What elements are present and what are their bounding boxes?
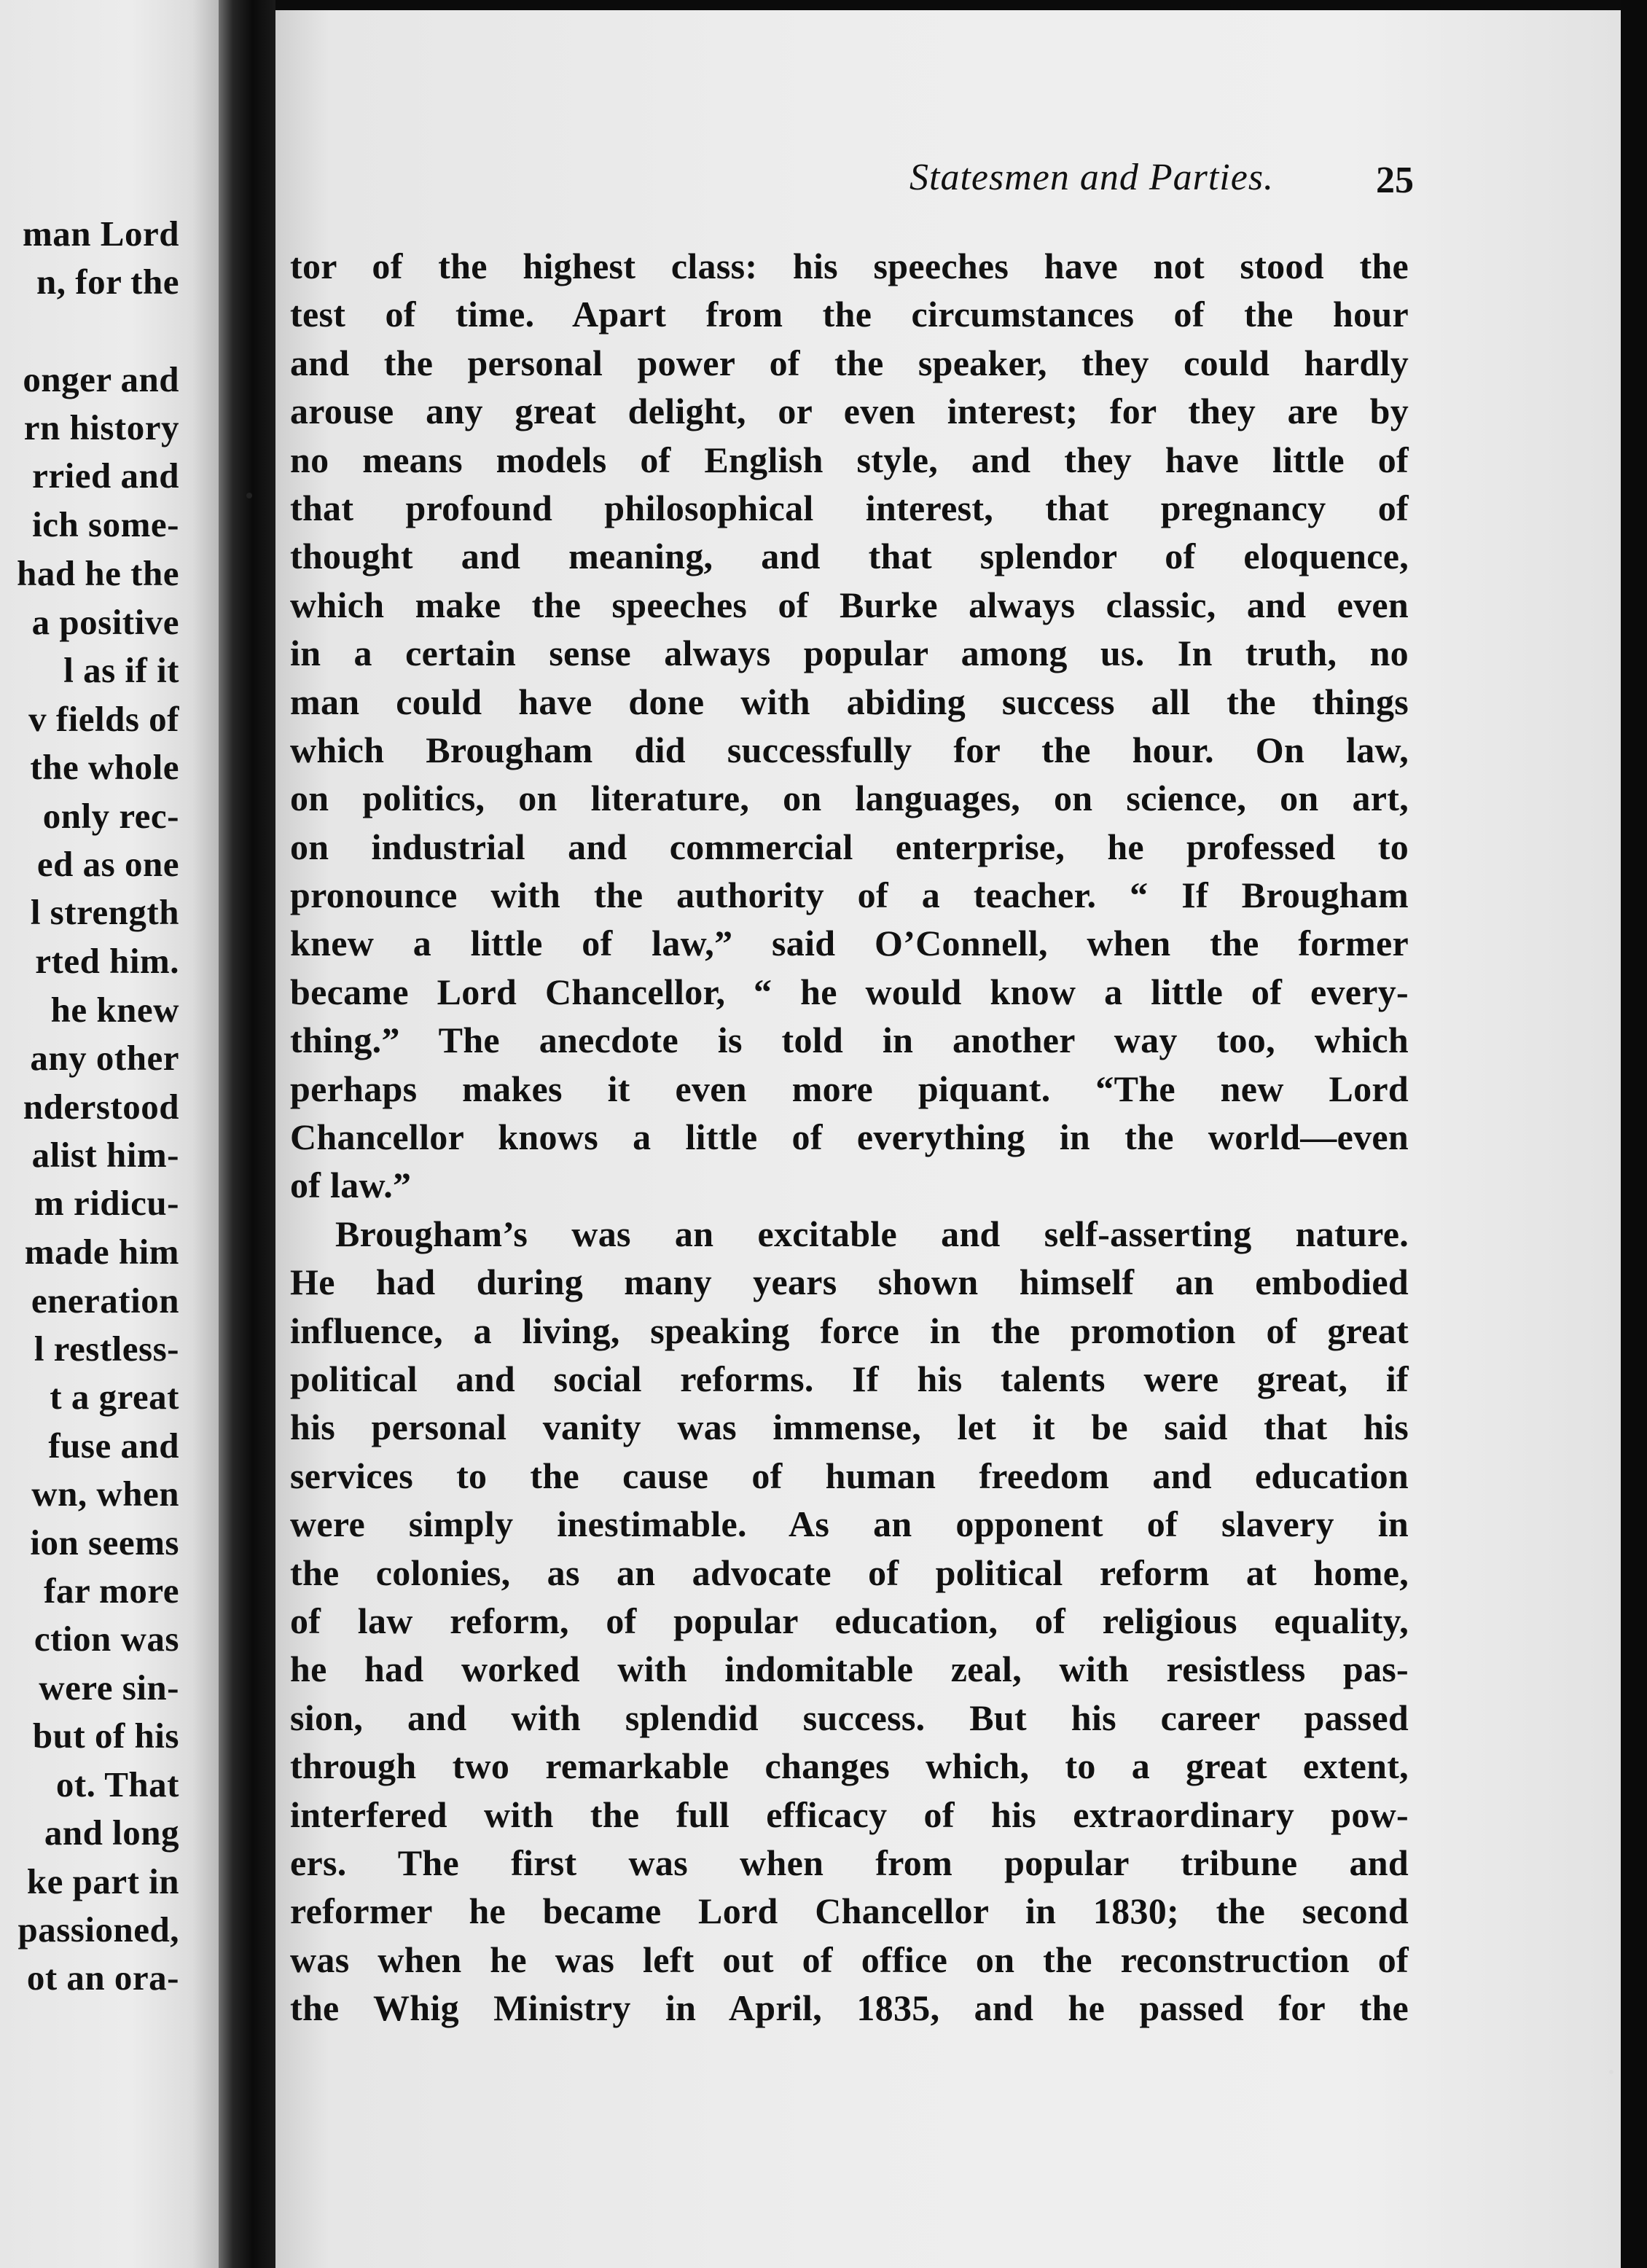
facing-page-line: rried and <box>32 455 179 496</box>
text-line: in a certain sense always popular among us. In truth, no <box>290 633 1409 674</box>
facing-page-line: ion seems <box>30 1522 179 1563</box>
facing-page-line: and long <box>44 1813 179 1853</box>
text-line: thought and meaning, and that splendor of eloquence, <box>290 536 1409 577</box>
text-line: reformer he became Lord Chancellor in 1830; the second <box>290 1890 1409 1932</box>
text-line: ers. The first was when from popular tribune and <box>290 1842 1409 1883</box>
text-line: his personal vanity was immense, let it be said that his <box>290 1407 1409 1448</box>
text-line: political and social reforms. If his talents were great, if <box>290 1358 1409 1399</box>
text-line: on industrial and commercial enterprise, he professed to <box>290 826 1409 867</box>
facing-page-line: but of his <box>32 1716 179 1756</box>
text-line: through two remarkable changes which, to a great extent, <box>290 1745 1409 1787</box>
facing-page-line: made him <box>24 1232 179 1272</box>
text-line: the colonies, as an advocate of political reform at home, <box>290 1552 1409 1593</box>
page-number: 25 <box>1376 160 1414 201</box>
facing-page-line: the whole <box>30 747 179 787</box>
text-line: He had during many years shown himself an embodied <box>290 1262 1409 1303</box>
facing-page-line: l restless- <box>34 1329 179 1369</box>
facing-page-line: were sin- <box>39 1667 179 1708</box>
text-line: on politics, on literature, on languages, on science, on art, <box>290 778 1409 819</box>
running-head: Statesmen and Parties. <box>909 157 1275 198</box>
page-edge-shadow <box>1621 0 1647 2268</box>
facing-page-line: rted him. <box>35 941 179 981</box>
text-line: he had worked with indomitable zeal, with resistless pas- <box>290 1649 1409 1690</box>
facing-page-line: n, for the <box>36 262 179 302</box>
facing-page-line: onger and <box>23 359 179 399</box>
text-line: of law reform, of popular education, of religious equality, <box>290 1600 1409 1641</box>
facing-page-line: passioned, <box>17 1909 179 1950</box>
text-line: perhaps makes it even more piquant. “The new Lord <box>290 1068 1409 1109</box>
facing-page-line: ot. That <box>55 1764 179 1804</box>
facing-page-line: he knew <box>50 990 179 1030</box>
facing-page-line: l as if it <box>63 650 179 690</box>
text-line: which make the speeches of Burke always classic, and even <box>290 584 1409 625</box>
facing-page-line: ot an ora- <box>26 1958 179 1998</box>
facing-page-line: eneration <box>31 1280 179 1321</box>
ink-speck <box>246 493 252 498</box>
facing-page-line: t a great <box>50 1377 179 1417</box>
text-line: sion, and with splendid success. But his career passed <box>290 1697 1409 1738</box>
text-line: were simply inestimable. As an opponent of slavery in <box>290 1503 1409 1545</box>
facing-page-line: wn, when <box>31 1474 179 1514</box>
facing-page-line: ich some- <box>32 504 179 544</box>
text-line: of law.” <box>290 1165 412 1206</box>
facing-page-line: ction was <box>34 1619 179 1659</box>
text-line: Brougham’s was an excitable and self-asserting nature. <box>335 1213 1409 1254</box>
text-line: thing.” The anecdote is told in another way too, which <box>290 1020 1409 1061</box>
text-line: pronounce with the authority of a teacher. “ If Brougham <box>290 875 1409 916</box>
facing-page-line: l strength <box>30 892 179 932</box>
text-line: services to the cause of human freedom and education <box>290 1455 1409 1496</box>
text-line: Chancellor knows a little of everything in the world—even <box>290 1117 1409 1158</box>
text-line: influence, a living, speaking force in the promotion of great <box>290 1310 1409 1351</box>
text-line: the Whig Ministry in April, 1835, and he passed for the <box>290 1987 1409 2029</box>
text-line: and the personal power of the speaker, they could hardly <box>290 342 1409 383</box>
text-line: which Brougham did successfully for the hour. On law, <box>290 729 1409 770</box>
facing-page-line: any other <box>30 1038 179 1078</box>
book-page <box>275 0 1621 2268</box>
text-line: test of time. Apart from the circumstances of the hour <box>290 294 1409 335</box>
text-line: that profound philosophical interest, that pregnancy of <box>290 487 1409 528</box>
facing-page-line: alist him- <box>31 1135 179 1175</box>
facing-page-line: a positive <box>31 602 179 642</box>
facing-page-line: rn history <box>23 407 179 447</box>
text-line: became Lord Chancellor, “ he would know a little of every- <box>290 971 1409 1012</box>
text-line: knew a little of law,” said O’Connell, when the former <box>290 923 1409 964</box>
facing-page-line: ed as one <box>36 844 179 884</box>
facing-page-left <box>0 0 219 2268</box>
book-gutter <box>219 0 275 2268</box>
facing-page-line: v fields of <box>28 699 179 739</box>
text-line: man could have done with abiding success all the things <box>290 681 1409 722</box>
ink-speck <box>1609 2070 1613 2074</box>
text-line: no means models of English style, and they have little of <box>290 439 1409 480</box>
facing-page-line: ke part in <box>26 1861 179 1901</box>
facing-page-line: far more <box>44 1571 179 1611</box>
text-line: was when he was left out of office on the reconstruction of <box>290 1939 1409 1980</box>
facing-page-line: man Lord <box>22 214 179 254</box>
page-header <box>275 156 1621 200</box>
text-line: tor of the highest class: his speeches have not stood the <box>290 246 1409 286</box>
facing-page-line: fuse and <box>48 1426 179 1466</box>
text-line: arouse any great delight, or even interest; for they are by <box>290 391 1409 432</box>
facing-page-line: only rec- <box>42 796 179 836</box>
facing-page-line: nderstood <box>23 1087 179 1127</box>
facing-page-line: m ridicu- <box>34 1183 179 1223</box>
facing-page-line: had he the <box>17 553 179 593</box>
body-text <box>290 242 1409 2032</box>
text-line: interfered with the full efficacy of his extraordinary pow- <box>290 1794 1409 1835</box>
